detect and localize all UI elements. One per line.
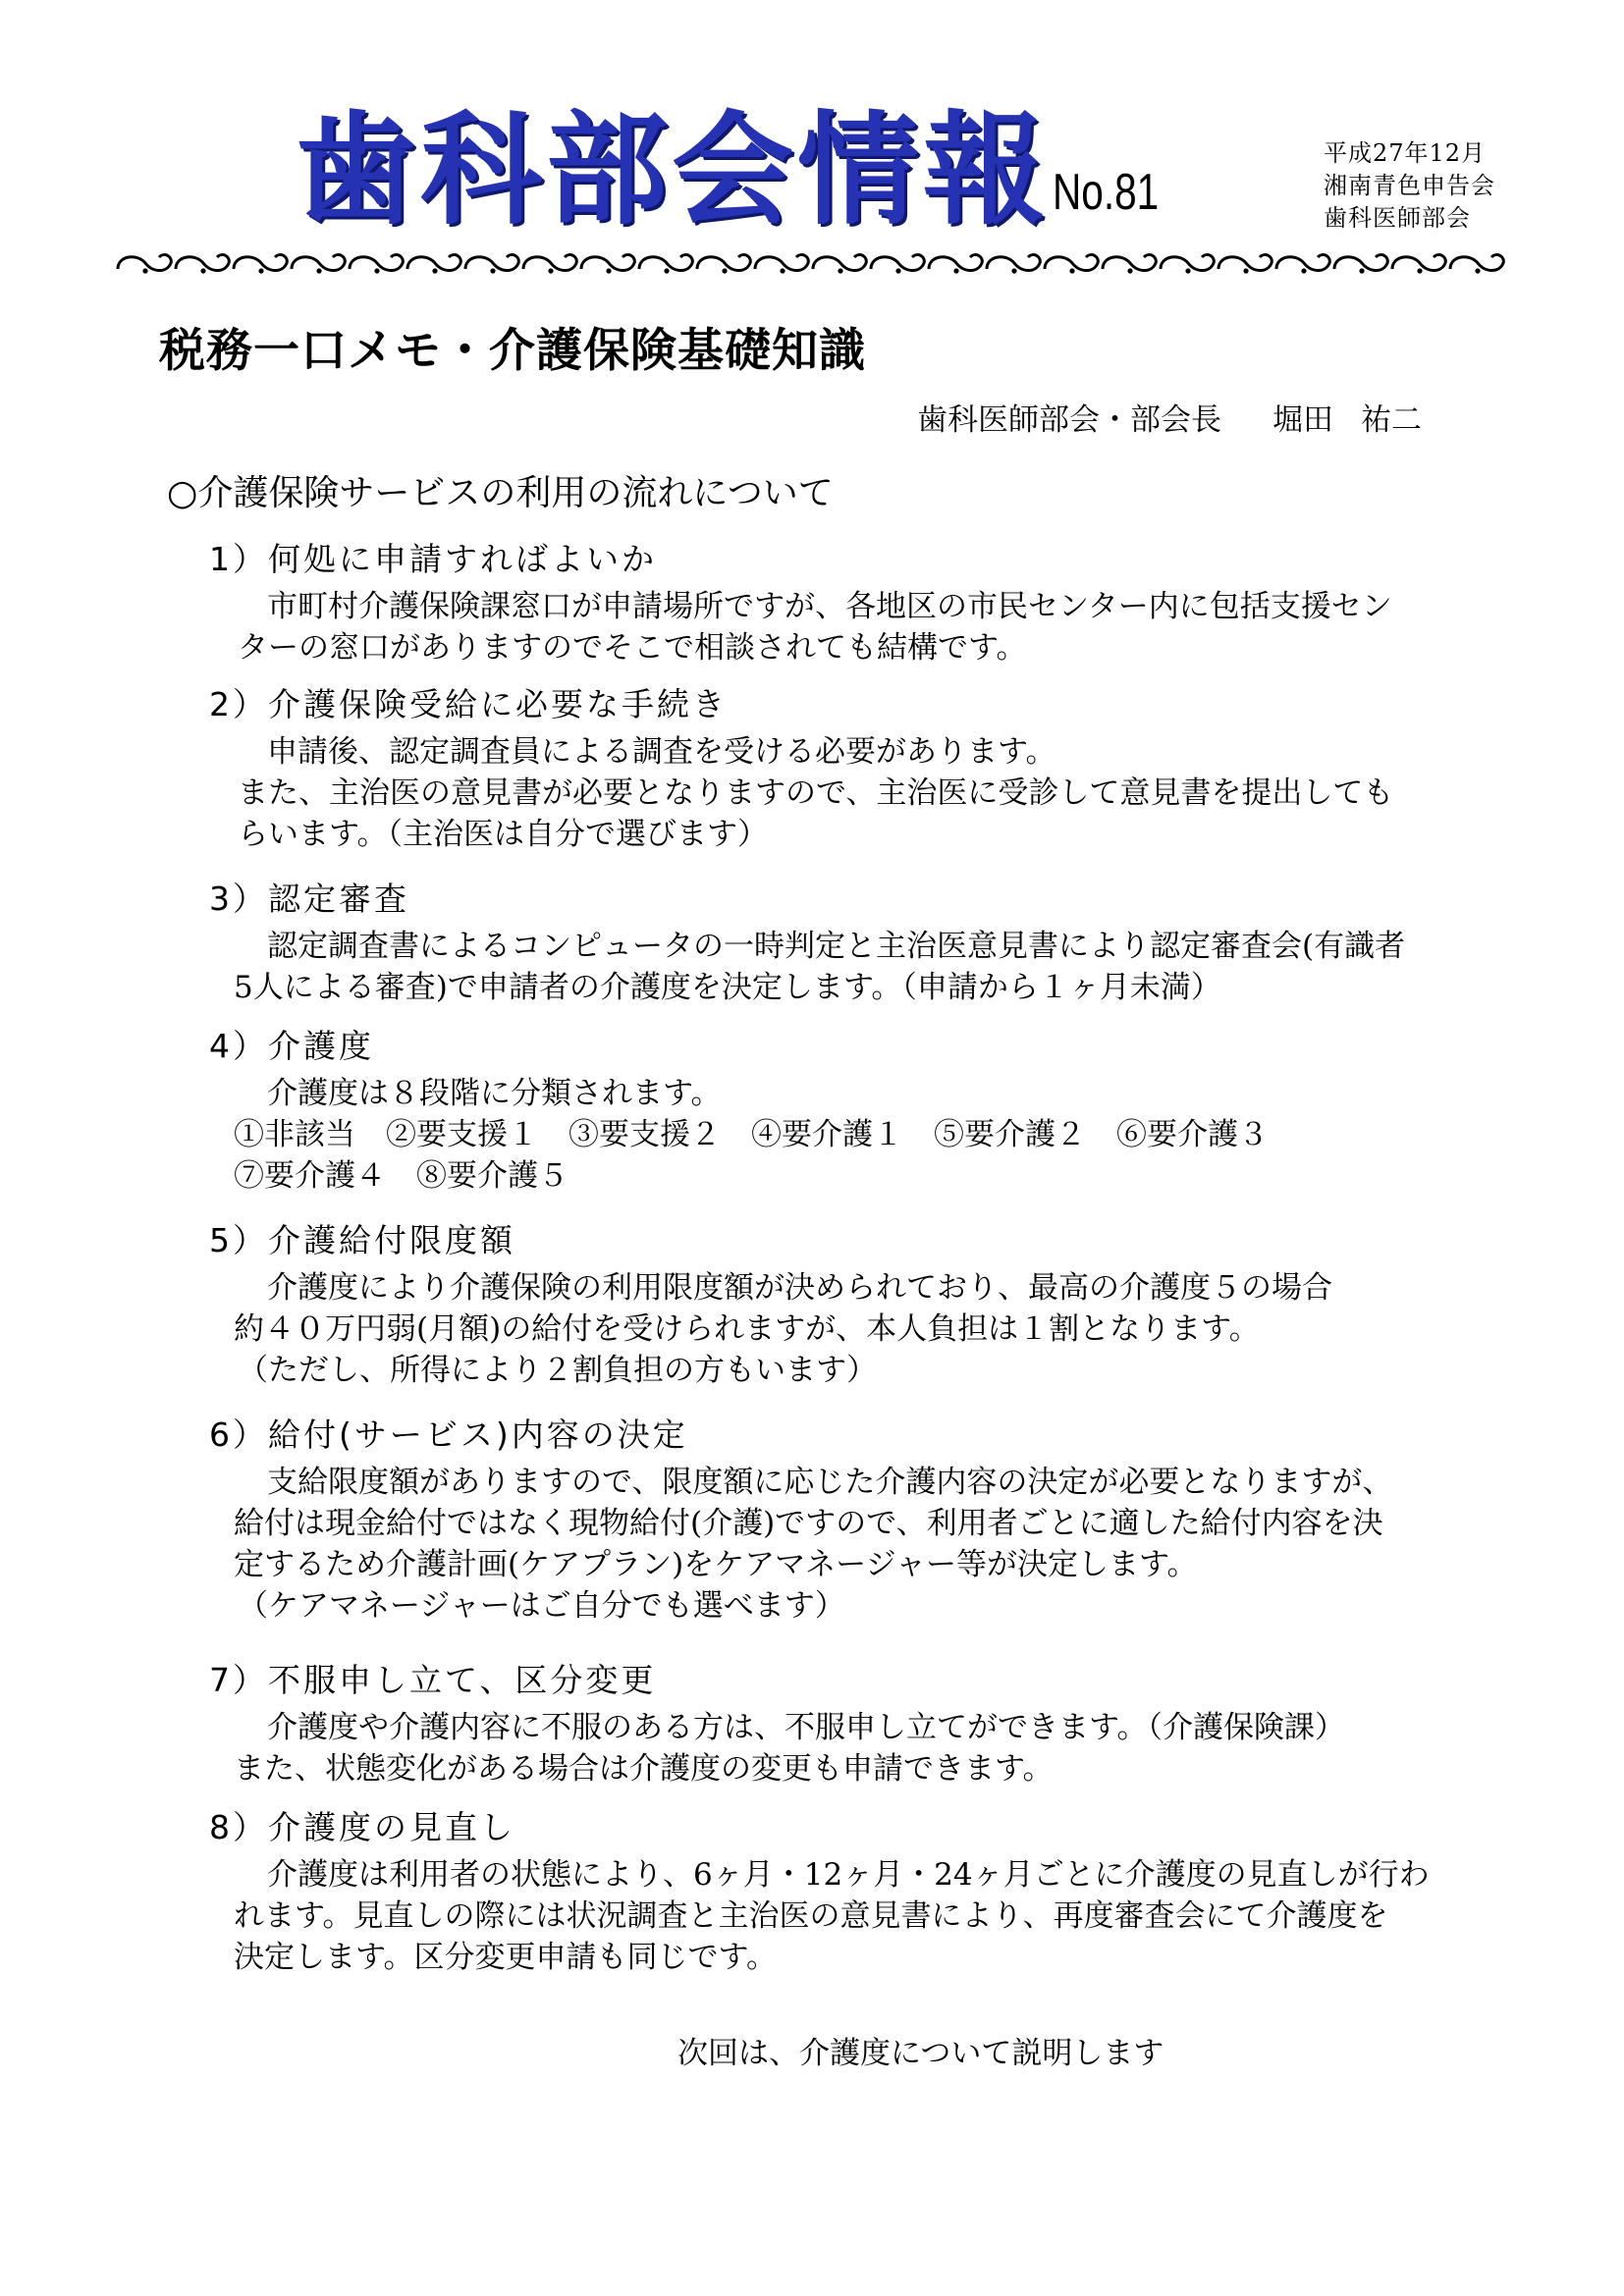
- ornament-motif: [639, 255, 692, 274]
- main-heading: ○介護保険サービスの利用の流れについて: [167, 473, 834, 513]
- organization-name: 湘南青色申告会: [1324, 172, 1495, 199]
- author-line: [917, 395, 1422, 439]
- body-line: また、状態変化がある場合は介護度の変更も申請できます。: [234, 1751, 1054, 1787]
- ornament-motif: [697, 255, 750, 274]
- body-line: ターの窓口がありますのでそこで相談されても結構です。: [238, 630, 1027, 666]
- body-line: 認定調査書によるコンピュータの一時判定と主治医意見書により認定審査会(有識者: [267, 929, 1406, 964]
- section-heading: 1）何処に申請すればよいか: [209, 540, 657, 578]
- ornament-motif: [292, 255, 345, 274]
- section-heading: 3）認定審査: [209, 880, 409, 918]
- body-line: 約４０万円弱(月額)の給付を受けられますが、本人負担は１割となります。: [234, 1311, 1260, 1347]
- section-heading: 7）不服申し立て、区分変更: [209, 1661, 657, 1699]
- ornament-motif: [234, 255, 287, 274]
- body-line: 支給限度額がありますので、限度額に応じた介護内容の決定が必要となりますが、: [267, 1465, 1393, 1500]
- ornament-motif: [929, 255, 982, 274]
- ornament-motif: [871, 255, 924, 274]
- body-line: 申請後、認定調査員による調査を受ける必要があります。: [267, 734, 1056, 770]
- ornament-motif: [987, 255, 1040, 274]
- section-heading: 2）介護保険受給に必要な手続き: [209, 685, 728, 723]
- ornament-motif: [755, 255, 808, 274]
- ornament-motif: [1218, 255, 1272, 274]
- section-heading: 4）介護度: [209, 1027, 374, 1065]
- ornament-motif: [1392, 255, 1445, 274]
- memo-title: 税務一口メモ・介護保険基礎知識: [159, 324, 866, 378]
- ornament-motif: [1103, 255, 1156, 274]
- ornament-motif: [1045, 255, 1098, 274]
- ornament-motif: [176, 255, 229, 274]
- body-line: 市町村介護保険課窓口が申請場所ですが、各地区の市民センター内に包括支援セン: [267, 589, 1392, 624]
- ornament-motif: [581, 255, 634, 274]
- closing-note: 次回は、介護度について説明します: [677, 2036, 1164, 2071]
- ornament-motif: [407, 255, 460, 274]
- division-name: 歯科医師部会: [1324, 204, 1471, 232]
- body-line: 介護度や介護内容に不服のある方は、不服申し立てができます。（介護保険課）: [267, 1710, 1346, 1745]
- ornament-motif: [118, 255, 171, 274]
- body-line: 5人による審査)で申請者の介護度を決定します。（申請から１ヶ月未満）: [234, 970, 1221, 1005]
- publisher-block: [1324, 137, 1495, 235]
- ornament-pattern: [118, 255, 1503, 274]
- body-line: ①非該当 ②要支援１ ③要支援２ ④要介護１ ⑤要介護２ ⑥要介護３: [234, 1117, 1269, 1152]
- ornament-motif: [1276, 255, 1329, 274]
- ornament-motif: [1450, 255, 1503, 274]
- body-line: ⑦要介護４ ⑧要介護５: [234, 1158, 568, 1194]
- ornament-motif: [523, 255, 576, 274]
- body-line: 介護度により介護保険の利用限度額が決められており、最高の介護度５の場合: [267, 1270, 1332, 1306]
- ornament-motif: [1334, 255, 1387, 274]
- section-heading: 8）介護度の見直し: [209, 1808, 515, 1846]
- issue-date: 平成27年12月: [1324, 139, 1487, 167]
- author-given-name: 祐二: [1361, 402, 1422, 438]
- ornament-motif: [813, 255, 866, 274]
- ornament-motif: [465, 255, 518, 274]
- body-line: 介護度は利用者の状態により、6ヶ月・12ヶ月・24ヶ月ごとに介護度の見直しが行わ: [267, 1857, 1430, 1893]
- section-heading: 6）給付(サービス)内容の決定: [209, 1415, 688, 1454]
- author-family-name: 堀田: [1272, 402, 1333, 438]
- body-line: 介護度は８段階に分類されます。: [267, 1076, 722, 1111]
- body-line: また、主治医の意見書が必要となりますので、主治医に受診して意見書を提出しても: [238, 775, 1394, 811]
- issue-number: No.81: [1053, 164, 1160, 221]
- body-line: 給付は現金給付ではなく現物給付(介護)ですので、利用者ごとに適した給付内容を決: [234, 1506, 1383, 1541]
- body-line: れます。見直しの際には状況調査と主治医の意見書により、再度審査会にて介護度を: [234, 1898, 1388, 1934]
- ornament-motif: [1161, 255, 1214, 274]
- ornament-motif: [350, 255, 403, 274]
- body-line: （ケアマネージャーはご自分でも選べます）: [238, 1588, 845, 1624]
- author-role: 歯科医師部会・部会長: [917, 402, 1221, 438]
- body-line: 定するため介護計画(ケアプラン)をケアマネージャー等が決定します。: [234, 1547, 1198, 1582]
- body-line: らいます。（主治医は自分で選びます）: [238, 817, 769, 852]
- section-heading: 5）介護給付限度額: [209, 1221, 515, 1259]
- ornament-divider: [116, 247, 1510, 283]
- body-line: （ただし、所得により２割負担の方もいます）: [238, 1353, 877, 1388]
- newsletter-title: 歯科部会情報: [295, 100, 1050, 241]
- body-line: 決定します。区分変更申請も同じです。: [234, 1940, 778, 1975]
